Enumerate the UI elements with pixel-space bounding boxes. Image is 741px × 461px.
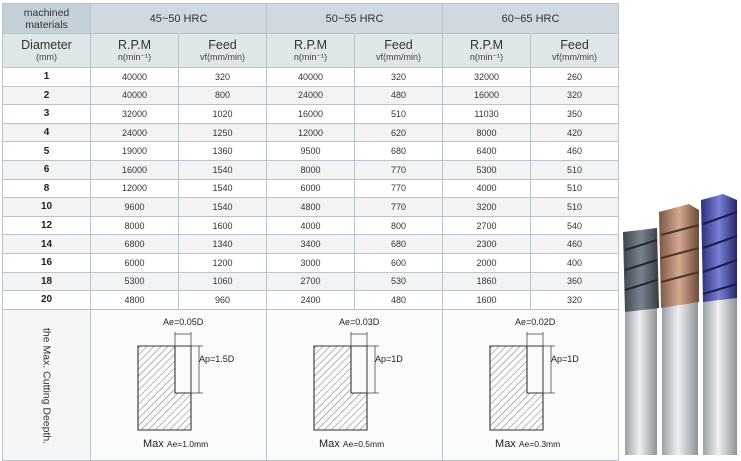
end-mill-tools-icon xyxy=(619,190,741,455)
rpm-header xyxy=(443,34,531,68)
feed-cell: 510 xyxy=(531,198,619,217)
ap-label: Ap=1.5D xyxy=(199,353,235,364)
column-header-row xyxy=(3,34,619,68)
feed-cell: 680 xyxy=(355,142,443,161)
table-row xyxy=(3,272,619,291)
rpm-cell: 4000 xyxy=(443,179,531,198)
ap-label: Ap=1D xyxy=(551,353,579,364)
feed-cell: 510 xyxy=(355,105,443,124)
diameter-cell: 8 xyxy=(3,179,91,198)
diameter-header xyxy=(3,34,91,68)
rpm-cell: 12000 xyxy=(91,179,179,198)
cutting-diagram-cell-2 xyxy=(267,309,443,460)
rpm-cell: 2700 xyxy=(443,216,531,235)
feed-header xyxy=(355,34,443,68)
cutting-depth-row xyxy=(3,309,619,460)
diameter-cell: 2 xyxy=(3,86,91,105)
max-word: Max xyxy=(319,437,340,450)
feed-cell: 480 xyxy=(355,86,443,105)
feed-cell: 420 xyxy=(531,123,619,142)
diameter-unit: (mm) xyxy=(36,51,57,62)
feed-cell: 480 xyxy=(355,291,443,310)
table-row xyxy=(3,291,619,310)
diameter-cell: 12 xyxy=(3,216,91,235)
max-word: Max xyxy=(143,437,164,450)
max-word: Max xyxy=(495,437,516,450)
feed-unit: vf(mm/min) xyxy=(552,51,598,62)
feed-cell: 320 xyxy=(531,291,619,310)
feed-cell: 400 xyxy=(531,253,619,272)
feed-cell: 680 xyxy=(355,235,443,254)
diameter-cell: 14 xyxy=(3,235,91,254)
feed-cell: 600 xyxy=(355,253,443,272)
table-row xyxy=(3,179,619,198)
feed-label: Feed xyxy=(208,37,237,52)
ae-label: Ae=0.02D xyxy=(515,316,556,327)
rpm-label: R.P.M xyxy=(293,37,328,52)
rpm-cell: 6000 xyxy=(91,253,179,272)
table-row xyxy=(3,216,619,235)
cutting-diagram-2 xyxy=(267,310,442,460)
feed-cell: 320 xyxy=(179,68,267,87)
diameter-cell: 6 xyxy=(3,160,91,179)
rpm-cell: 16000 xyxy=(91,160,179,179)
feed-cell: 1360 xyxy=(179,142,267,161)
rpm-cell: 2400 xyxy=(267,291,355,310)
feed-unit: vf(mm/min) xyxy=(200,51,245,62)
feed-cell: 770 xyxy=(355,179,443,198)
rpm-cell: 12000 xyxy=(267,123,355,142)
ae-label: Ae=0.05D xyxy=(163,316,204,327)
diameter-cell: 4 xyxy=(3,123,91,142)
rpm-cell: 19000 xyxy=(91,142,179,161)
feed-cell: 1340 xyxy=(179,235,267,254)
cutting-parameters-table xyxy=(2,3,619,461)
feed-cell: 1600 xyxy=(179,216,267,235)
rpm-cell: 3400 xyxy=(267,235,355,254)
rpm-unit: n(min⁻¹) xyxy=(469,51,504,62)
feed-cell: 1020 xyxy=(179,105,267,124)
table-row xyxy=(3,105,619,124)
rpm-cell: 32000 xyxy=(443,68,531,87)
rpm-cell: 5300 xyxy=(443,160,531,179)
cutting-diagram-3 xyxy=(443,310,618,460)
diameter-cell: 5 xyxy=(3,142,91,161)
rpm-cell: 3000 xyxy=(267,253,355,272)
max-ae-value: Ae=1.0mm xyxy=(166,438,209,449)
feed-cell: 1060 xyxy=(179,272,267,291)
rpm-cell: 8000 xyxy=(91,216,179,235)
ap-label: Ap=1D xyxy=(375,353,403,364)
ae-label: Ae=0.03D xyxy=(339,316,380,327)
rpm-header xyxy=(91,34,179,68)
diameter-cell: 20 xyxy=(3,291,91,310)
feed-cell: 320 xyxy=(355,68,443,87)
feed-header xyxy=(179,34,267,68)
rpm-cell: 24000 xyxy=(267,86,355,105)
table-row xyxy=(3,198,619,217)
feed-cell: 800 xyxy=(355,216,443,235)
table-row xyxy=(3,86,619,105)
diameter-cell: 10 xyxy=(3,198,91,217)
feed-cell: 530 xyxy=(355,272,443,291)
max-ae-value: Ae=0.3mm xyxy=(518,438,561,449)
rpm-cell: 4800 xyxy=(91,291,179,310)
rpm-cell: 16000 xyxy=(267,105,355,124)
rpm-cell: 1860 xyxy=(443,272,531,291)
feed-cell: 360 xyxy=(531,272,619,291)
rpm-cell: 8000 xyxy=(267,160,355,179)
hardness-header-row xyxy=(3,4,619,34)
feed-cell: 460 xyxy=(531,235,619,254)
rpm-label: R.P.M xyxy=(117,37,152,52)
machined-materials-label: machined materials xyxy=(3,4,91,34)
max-ae-label xyxy=(143,438,208,450)
table-row xyxy=(3,68,619,87)
feed-cell: 460 xyxy=(531,142,619,161)
feed-cell: 960 xyxy=(179,291,267,310)
rpm-cell: 2700 xyxy=(267,272,355,291)
rpm-cell: 16000 xyxy=(443,86,531,105)
feed-cell: 320 xyxy=(531,86,619,105)
diameter-cell: 18 xyxy=(3,272,91,291)
feed-cell: 770 xyxy=(355,160,443,179)
rpm-unit: n(min⁻¹) xyxy=(117,51,152,62)
rpm-cell: 9600 xyxy=(91,198,179,217)
rpm-cell: 5300 xyxy=(91,272,179,291)
hardness-45-50: 45~50 HRC xyxy=(91,4,267,34)
rpm-cell: 6000 xyxy=(267,179,355,198)
feed-cell: 770 xyxy=(355,198,443,217)
diameter-label: Diameter xyxy=(21,37,72,52)
max-cutting-depth-label: the Max. Cutting Deepth. xyxy=(40,328,53,445)
feed-cell: 350 xyxy=(531,105,619,124)
hardness-60-65: 60~65 HRC xyxy=(443,4,619,34)
rpm-header xyxy=(267,34,355,68)
cutting-depth-label-cell xyxy=(3,309,91,460)
rpm-cell: 40000 xyxy=(91,86,179,105)
table-row xyxy=(3,160,619,179)
end-mill-product-image xyxy=(619,190,741,455)
rpm-cell: 3200 xyxy=(443,198,531,217)
feed-cell: 1200 xyxy=(179,253,267,272)
table-row xyxy=(3,235,619,254)
feed-label: Feed xyxy=(560,37,589,52)
data-rows xyxy=(3,68,619,310)
diameter-cell: 16 xyxy=(3,253,91,272)
rpm-cell: 1600 xyxy=(443,291,531,310)
rpm-unit: n(min⁻¹) xyxy=(293,51,328,62)
max-ae-label xyxy=(319,438,384,450)
rpm-cell: 40000 xyxy=(267,68,355,87)
table-row xyxy=(3,142,619,161)
rpm-cell: 4000 xyxy=(267,216,355,235)
diameter-cell: 3 xyxy=(3,105,91,124)
feed-cell: 260 xyxy=(531,68,619,87)
cutting-diagram-cell-3 xyxy=(443,309,619,460)
feed-cell: 1540 xyxy=(179,198,267,217)
rpm-cell: 40000 xyxy=(91,68,179,87)
cutting-diagram-1 xyxy=(91,310,266,460)
feed-cell: 510 xyxy=(531,160,619,179)
max-ae-value: Ae=0.5mm xyxy=(342,438,385,449)
rpm-cell: 2300 xyxy=(443,235,531,254)
max-ae-label xyxy=(495,438,560,450)
hardness-50-55: 50~55 HRC xyxy=(267,4,443,34)
feed-cell: 1250 xyxy=(179,123,267,142)
rpm-cell: 4800 xyxy=(267,198,355,217)
rpm-cell: 6800 xyxy=(91,235,179,254)
rpm-cell: 2000 xyxy=(443,253,531,272)
feed-header xyxy=(531,34,619,68)
diameter-cell: 1 xyxy=(3,68,91,87)
feed-cell: 800 xyxy=(179,86,267,105)
rpm-cell: 32000 xyxy=(91,105,179,124)
table-row xyxy=(3,123,619,142)
rpm-label: R.P.M xyxy=(469,37,504,52)
feed-cell: 1540 xyxy=(179,160,267,179)
feed-cell: 1540 xyxy=(179,179,267,198)
rpm-cell: 9500 xyxy=(267,142,355,161)
feed-cell: 510 xyxy=(531,179,619,198)
rpm-cell: 11030 xyxy=(443,105,531,124)
rpm-cell: 24000 xyxy=(91,123,179,142)
feed-label: Feed xyxy=(384,37,413,52)
table-row xyxy=(3,253,619,272)
feed-cell: 620 xyxy=(355,123,443,142)
rpm-cell: 6400 xyxy=(443,142,531,161)
cutting-diagram-cell-1 xyxy=(91,309,267,460)
feed-unit: vf(mm/min) xyxy=(376,51,422,62)
rpm-cell: 8000 xyxy=(443,123,531,142)
feed-cell: 540 xyxy=(531,216,619,235)
